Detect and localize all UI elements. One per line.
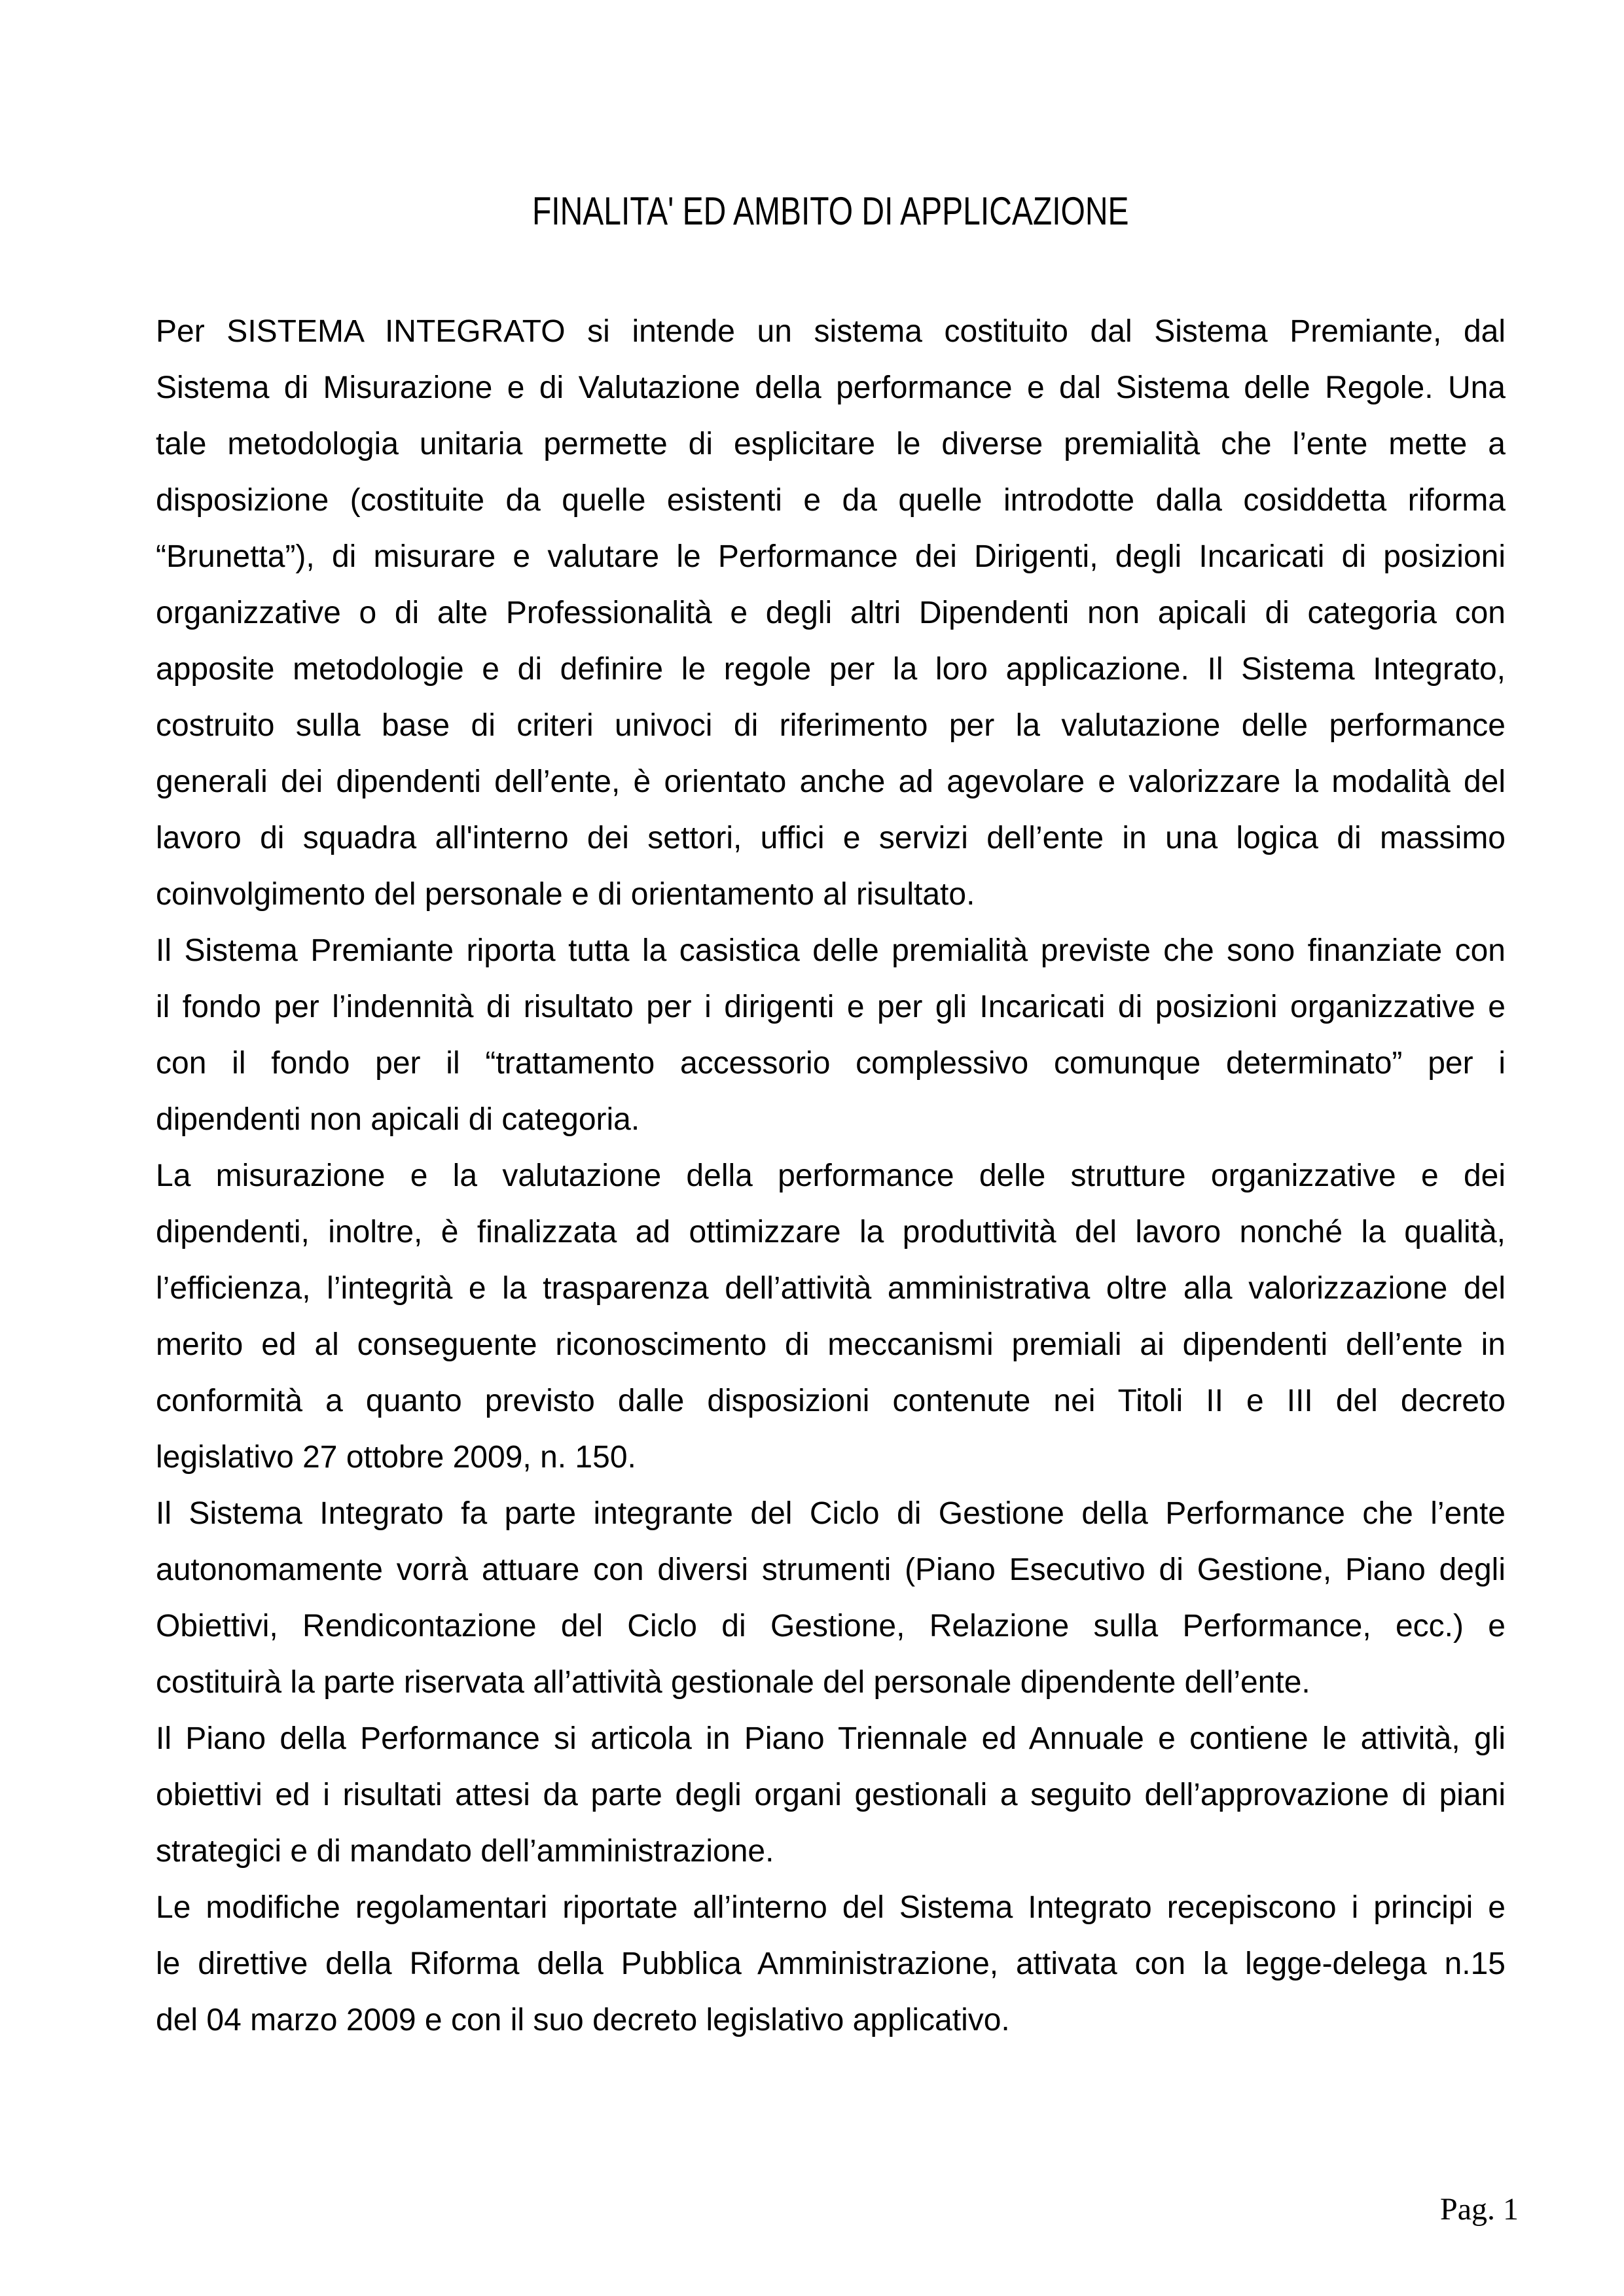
text-line: autonomamente vorrà attuare con diversi strumenti (Piano Esecutivo di Gestione, Piano degli (156, 1552, 1506, 1587)
text-line: tale metodologia unitaria permette di esplicitare le diverse premialità che l’ente mette a (156, 427, 1506, 461)
text-line: lavoro di squadra all'interno dei settori, uffici e servizi dell’ente in una logica di massimo (156, 821, 1506, 855)
page-title-text: FINALITA' ED AMBITO DI APPLICAZIONE (532, 189, 1129, 233)
text-line: Le modifiche regolamentari riportate all’interno del Sistema Integrato recepiscono i principi e (156, 1890, 1506, 1925)
text-line: strategici e di mandato dell’amministrazione. (156, 1834, 774, 1869)
text-line: generali dei dipendenti dell’ente, è orientato anche ad agevolare e valorizzare la modalità del (156, 764, 1506, 799)
text-line: La misurazione e la valutazione della performance delle strutture organizzative e dei (156, 1158, 1506, 1193)
text-line: costituirà la parte riservata all’attività gestionale del personale dipendente dell’ente. (156, 1665, 1310, 1700)
text-line: dipendenti non apicali di categoria. (156, 1102, 640, 1137)
text-line: organizzative o di alte Professionalità e degli altri Dipendenti non apicali di categoria con (156, 596, 1506, 630)
text-line: le direttive della Riforma della Pubblica Amministrazione, attivata con la legge-delega n.15 (156, 1946, 1506, 1981)
text-line: costruito sulla base di criteri univoci di riferimento per la valutazione delle performance (156, 708, 1506, 743)
text-line: obiettivi ed i risultati attesi da parte degli organi gestionali a seguito dell’approvazione di piani (156, 1778, 1506, 1812)
text-line: conformità a quanto previsto dalle disposizioni contenute nei Titoli II e III del decreto (156, 1384, 1506, 1418)
text-line: dipendenti, inoltre, è finalizzata ad ottimizzare la produttività del lavoro nonché la qualità, (156, 1215, 1506, 1249)
text-line: legislativo 27 ottobre 2009, n. 150. (156, 1440, 636, 1475)
page-title (156, 188, 1506, 245)
text-line: l’efficienza, l’integrità e la trasparenza dell’attività amministrativa oltre alla valorizzazione del (156, 1271, 1506, 1306)
text-line: con il fondo per il “trattamento accessorio complessivo comunque determinato” per i (156, 1046, 1506, 1081)
text-line: disposizione (costituite da quelle esistenti e da quelle introdotte dalla cosiddetta riforma (156, 483, 1506, 518)
text-line: Il Piano della Performance si articola in Piano Triennale ed Annuale e contiene le attività, gli (156, 1721, 1506, 1756)
text-line: Il Sistema Integrato fa parte integrante del Ciclo di Gestione della Performance che l’ente (156, 1496, 1506, 1531)
text-line: Per SISTEMA INTEGRATO si intende un sistema costituito dal Sistema Premiante, dal (156, 314, 1506, 349)
text-line: “Brunetta”), di misurare e valutare le Performance dei Dirigenti, degli Incaricati di posizioni (156, 539, 1506, 574)
text-line: Sistema di Misurazione e di Valutazione della performance e dal Sistema delle Regole. Una (156, 370, 1506, 405)
text-line: Obiettivi, Rendicontazione del Ciclo di Gestione, Relazione sulla Performance, ecc.) e (156, 1609, 1506, 1643)
body-text (156, 304, 1506, 2049)
text-line: del 04 marzo 2009 e con il suo decreto legislativo applicativo. (156, 2003, 1010, 2037)
text-line: coinvolgimento del personale e di orientamento al risultato. (156, 877, 975, 912)
text-line: apposite metodologie e di definire le regole per la loro applicazione. Il Sistema Integrato, (156, 652, 1506, 687)
page-number: Pag. 1 (1440, 2192, 1519, 2227)
text-line: merito ed al conseguente riconoscimento di meccanismi premiali ai dipendenti dell’ente in (156, 1327, 1506, 1362)
text-line: Il Sistema Premiante riporta tutta la casistica delle premialità previste che sono finanziate con (156, 933, 1506, 968)
text-line: il fondo per l’indennità di risultato per i dirigenti e per gli Incaricati di posizioni organizzative e (156, 990, 1506, 1024)
